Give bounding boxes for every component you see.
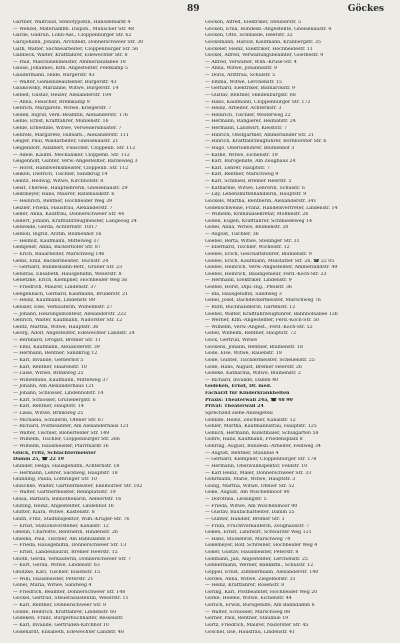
directory-entry: Gockel, Gertrud, Steuerassistentin, Weserstr. 11 [13,596,129,602]
directory-entry: — Wenzel, Materialkfm. Dispon., Munscher Str. 48 [13,26,134,32]
directory-entry: Göckeler, Heinz, Elektriker, Hochheidestr. 11 [205,46,313,52]
directory-entry: Gödel, Anna, Witwe, Blumenstr. 20 [205,225,289,231]
directory-entry: Göing, Martha, Witwe, Ofener Str. 52 [205,483,295,489]
directory-entry: — Hermann, Lehrer, Sackweg, Hauptstr. 18 [13,470,118,476]
directory-entry: Gebrich, Margarete, Witwe, Kriegerstr. 7 [13,106,112,112]
directory-entry: — Emil, Kaufmann, Alexanderstr. 39 [13,344,100,350]
directory-entry: Geist, Therese, Hauptlehrerin, Gneisenaustr. 29 [13,185,128,191]
directory-entry: — Hermann, Landwirt, Kleiststr. 7 [205,126,287,131]
left-column [13,20,197,636]
directory-entry: — Gerhard, Bundesbahn-Betr., Grüner Str. 23 [13,265,123,271]
directory-entry: — Hinrich, Obstgärtner, Ammerländer Str. 21 [205,132,314,138]
directory-entry: — Hans, Kaufmann, Cloppenburger Str. 172 [205,99,311,105]
directory-entry: — Walter, Gemeindeaufseher, Bürgerstr. 43 [13,79,117,85]
directory-entry: Gärsjohann, Johann, Architekt, Donnerschweer Str. 30 [13,39,144,45]
directory-entry: — Karl, Invalide, Gerberhof 5 [13,357,84,363]
directory-entry: Gelweide, Gerda, Achternstr. 10/17 [13,225,98,231]
directory-entry: — Wilhelm, Hausmeister, Pfarrmarkt 16 [13,444,109,449]
directory-entry: Gärde, Gudrun, Lohn-Ass., Cloppenburger Str. 62 [13,33,132,39]
directory-entry: — Heinz, Arbeiter, Achternstr. 3 [205,106,282,112]
directory-entry: — Karl, Rentner, Marschweg 9 [205,172,279,178]
directory-entry: Goebel, Heinrich, Verw.-Angestellter, Ammerlandstr. 49 [205,265,338,271]
directory-entry: Göckemann, Harold, Kaufmann, Kranbergstr. 35 [205,39,321,45]
directory-entry: — Walter, Gärtnermeister, Rennplatzstr. 19 [13,490,116,496]
directory-entry: — Ida, Hausgehilfin, Sandweg 3 [205,291,282,297]
right-column [205,20,393,636]
directory-entry: Göckel, Alfred, Verwaltungsbeamter, Goethestr. 9 [205,53,324,59]
directory-entry: Göschel, Ilse, Hausfrau, Lindenstr. 41 [205,629,296,635]
directory-entry: Geiger, Paul, Waldarbeiter, Gneisenaustr. 21 [13,139,119,145]
directory-entry: Praxis: Theaterwall 24a, ☎ 48 90 [205,397,293,403]
directory-entry: Gmelin, Charlotte, Rentnerin, Hindenstr. 26 [13,530,118,536]
directory-entry: Glusa, Barbara, Bibliothekarin, Aeblertstr. 16 [13,497,122,502]
directory-entry: Goebel, Walter, Kraftfahrzeugführer, Bahnhofsallee 126 [205,311,338,317]
directory-entry: — Heinz, Kraftfahrer, Rosenstr. 8 [205,583,285,589]
directory-entry: — Walter, Schlosser, Marschweg 88 [205,609,291,615]
directory-entry: — Karl, Rentner, Donnerschweer Str. 8 [13,603,106,608]
directory-entry: — Hermann, Elektriker, Lindenstr. 9 [205,278,292,284]
directory-entry: — Erich, Bauarbeiter, Marschweg 146 [13,251,105,257]
directory-entry: Gluting, Heinz, Angestellter, Lindenhof 16 [13,503,114,509]
directory-entry: — Heinrich, Tischler, Westerweg 22 [205,112,291,118]
directory-entry: Gluth, Fritz, Stadtinspektor, Wilh.-Krüger-Str. 76 [13,516,130,522]
directory-entry: Glunder, Helga, Hausgehilfin, Achternstr. 18 [13,463,120,469]
directory-entry: Godehardt, Elisabeth, Edewechter Landstr. 48 [13,629,124,635]
directory-entry: — Gerhard, Elektriker, Bismarckstr. 9 [205,86,295,92]
directory-entry: Gempeler, Anna, Bäckerhöfer Str. 87 [13,245,101,251]
directory-entry: Gnoth, Gerda, Verkäuferin, Donnerschweer Str. 7 [13,556,132,562]
directory-entry: Gellert, Johann, Kraftfahrzeugmeister, Langeoog 24 [13,218,137,224]
directory-entry: — Karl, Schmied, Bremer Heerstr. 5 [205,179,292,184]
page-header [0,0,400,18]
directory-entry: — Dorothea, Lessingstr. 5 [205,497,267,502]
directory-entry: Göde, Günter, Tischlermeister, Schellenstr. 25 [205,357,315,363]
directory-entry: — August, Rentner, Staulinie 4 [205,450,279,456]
directory-entry: Göke, August, Am Wischenmoor 90 [205,490,290,496]
directory-entry: — Doris, Arztfrau, Schulstr. 5 [205,73,276,78]
directory-entry: Gems, Emil, Bäckermeister, Teichstr. 24 [13,258,109,264]
directory-entry: Goebel, Horst, Dipl.-Ing., Pfeilstr. 36 [205,285,292,290]
directory-entry: Gendras, Elisabeth, Hausgehilfin, Weserstr. 8 [13,271,122,277]
directory-entry: Gensler, Else, Verkäuferin, Wilhelmstr. 27 [13,304,113,310]
directory-entry: — Gerhard, Klempner, Cloppenburger Str. 178 [205,457,317,463]
directory-entry: — Ruth, Buchhändlerin, Gartenstr. 12 [205,304,296,310]
directory-entry: — Wilhelmine, Kaufmann, Mittelweg 37 [13,377,109,383]
directory-entry: — Werner, Kfm.-Angestellter, Ferd.-Koch-Str. 50 [205,318,320,324]
directory-entry: Godeken, Franz, Bürgerbuchhalter, Bessellstr. [13,616,124,622]
directory-entry: Damm 25, ☎ 22 19 [13,457,64,463]
directory-entry: Gehrels, Margarete, Hilfsarb., Alexanderstr. 111 [13,132,129,138]
directory-entry: — Johann, Schlosser, Lindenhofstr. 14 [13,391,104,396]
directory-entry: Gökemeyer, Rolf, Schreiner, Hochheider Weg 4 [205,543,318,549]
directory-entry: — Frieda, Hausgehilfin, Donnerschweer Str. 13 [13,543,127,549]
directory-entry: Gaßbeck, Walter, Kraftfahrer, Edewechter Str. 8 [13,53,128,59]
directory-entry: — Paul, Maschinenmeister, Ammerlandallee 18 [13,59,126,65]
directory-entry: — Willi, Hausmeister, Peterstr. 21 [13,576,94,582]
directory-entry: Gengenbach, Gerhard, Kaufmann, Brüderstr. 21 [13,291,129,297]
directory-entry: Glutter, Klara, Witwe, Kastellstr. 8 [13,510,95,516]
directory-entry: — Karl, Bürogehilfe, Am Zeughaus 24 [205,159,296,165]
directory-entry: Glück, Fritz, Schlachtermeister [13,450,96,456]
directory-entry: — Ernst, Stationsvorsteher, Kanalstr. 12 [13,523,109,529]
directory-entry: Görner, Paul, Rentner, Staulinie 19 [205,616,289,622]
directory-entry: Goebel, Berta, Witwe, Stedinger Str. 31 [205,238,300,244]
directory-entry: Göbel, Wilhelm, Rentner, Hauptstr. 72 [205,331,296,337]
directory-entry: Gödeken, Ernst, Dr. med. [205,384,272,390]
directory-entry: Göckels, Martha, Rentnerin, Alexanderstr. 341 [205,198,317,204]
directory-entry: — August, Tischler, 36 [205,232,259,237]
directory-entry: Gehle, Ernst, Kraftfahrer, Mühlenstr. 16 [13,119,109,125]
page-number: 89 [187,4,200,14]
directory-entry: — Wilhelm, Verw.-Angest., Ferd.-Koch-Str. 52 [205,324,313,330]
directory-entry: — Michaela, Schülerin, Ofener Str. 67 [13,417,104,423]
directory-entry: Görlich, Erwin, Bürogehilfe, Am Bahndamm 6 [205,603,315,608]
directory-entry: Privat: Theaterwall 24 [205,404,264,410]
directory-entry: Göhlide, Heinz, Zeichner, Kanalstr. 12 [205,417,296,423]
directory-entry: — Luise, Witwe, Brinkweg 25 [13,371,84,377]
directory-entry: — Alfred, Verwalter, Wilh.-Kruse-Str. 4 [205,59,297,65]
directory-entry: Gnutzke, Karl, Tischler, Elisenstr. 15 [13,569,101,575]
directory-entry: Geigendorf, Adalbert, Fleischer, Cloppenb. Str. 112 [13,145,136,151]
directory-entry: — Gustav, Rentner, Hindenburgstr. 68 [205,92,296,98]
directory-entry: — Lily, Lebensmittelhändlerin, Hauptstr. 9 [205,192,307,198]
directory-entry: — Frida, Fruchtverkäuferin, Zeughausstr. 7 [205,523,310,529]
directory-entry: Gluschke, Walter, Gärtnermeister, Ekelhörner Str. 102 [13,483,143,489]
directory-entry: Görke, Helene, Witwe, Eichenstr. 44 [205,596,292,602]
directory-entry: Gnielka, Paul, Tischler, Am Bahndamm 8 [13,536,111,542]
directory-entry: Geißmeyer, Hans, Maurer, Ratsmusikstr. 6 [13,192,115,198]
directory-entry: Göker, Gustav, Hausmeister, Peterstr. 8 [205,550,299,555]
directory-entry: — Wilhelm, Kriminalsekretär, Moltkestr. 26 [205,212,309,218]
directory-entry: — Richard, Invalide, Damm 40 [205,377,279,383]
directory-entry: — Emma, Witwe, Lerchenstr. 15 [205,79,283,85]
directory-entry: Geller, Anna, Kauffrau, Donnerschweer Str. 44 [13,212,125,218]
directory-entry: Göhre, Hans, Kaufmann, Friedensplatz 8 [205,437,303,443]
directory-entry: Göcken, Alfred, Elektriker, Steuberstr. 5 [205,20,301,25]
directory-entry: Göcken, Erna, Bundesb.-Angestellte, Gneisenaustr. 4 [205,26,332,32]
directory-entry: — Heinz, Kaufmann, Lindenstr. 89 [13,298,96,304]
directory-entry: Göbel, Josef, Dachdeckermeister, Marschweg 76 [205,298,321,304]
directory-entry: Göken, Ernst, Landwirt, Schwarzer Weg 121 [205,530,312,536]
directory-entry: Göcken, Otto, Schmiede, Heerstr. 32 [205,33,293,39]
directory-entry: Genrich, Walter, Kaufmann, Nadorster Str. 12 [13,318,123,324]
directory-entry: Facharzt für Kinderkrankheiten [205,391,290,396]
directory-entry: Göde, Hans, August, Bremer Heerstr. 26 [205,364,302,370]
directory-entry: Göhring, August, Bundesb.-Arbeiter, Feldweg 34 [205,444,321,449]
directory-entry: Göhrmann, Marie, Witwe, Hauptstr. 3 [205,477,296,483]
directory-entry: — Katharine, Witwe, Lehrerin, Schulstr. 6 [205,185,305,191]
directory-entry: Geizler, Frieda, Hausfrau, Alexanderstr. 7 [13,205,113,211]
directory-entry: — Frieda, Witwe, Am Wischenmoor 90 [205,503,298,509]
directory-entry: Goebel, Erich, Kaufmann, Millstätter Str. 26, ☎ 22 05 [205,258,335,264]
directory-entry: Gödenschweine, Franz, Handelsvertreter, Lindenstr. 14 [205,205,338,211]
directory-entry: — Heinrich, Rentner, Hochheider Weg 39 [13,198,113,204]
directory-entry: Göhler, Martha, Kaufmannsfrau, Hauptstr. 125 [205,424,317,430]
directory-entry: Gentz, Martha, Witwe, Hauptstr. 36 [13,324,99,330]
directory-entry: — Anna, Fleischer, Bremkamp 9 [13,99,90,105]
directory-entry: Gobel, Maria, Witwe, Sandweg 4 [13,583,92,589]
directory-entry: — Hinrich, Kraftfahrzeugführer, Bornhorster Str. 6 [205,139,327,145]
directory-entry: Göhlich, Hermann, Kunstmaler, Schulgarten 58 [205,430,319,436]
directory-entry: Goebel, Erich, Geschäftsführer, Blumenstr. 9 [205,251,312,257]
directory-entry: — Käthe, Witwe, Eichenstr. 19 [205,152,278,158]
directory-entry: Gemoll, Ingrid, Ärztin, Blumenhof 16 [13,232,102,237]
directory-entry: — Hugo, Oberlokführer, Blumenhof 3 [205,145,295,151]
directory-entry: — Karl, Rentner, Hauptstr. 14 [13,404,84,410]
directory-entry: Geiken, Dietrich, Tischler, Sandkrug 14 [13,172,108,178]
directory-entry: Göden, Eugen, Kraftfahrer, Schmiedeweg 14 [205,218,313,224]
directory-entry: — Gustav, Baufacharbeiter, Damm 55 [205,510,295,516]
directory-entry: — Friedrich, Beamter, Donnerschweer Str. 148 [13,589,126,595]
directory-entry: — Hermann, Rentner, Sandkrug 12 [13,351,98,357]
running-head: Göckes [347,4,384,14]
directory-entry: — Wilhelm, Tischler, Cloppenburger Str. 266 [13,437,120,443]
directory-entry: — Richard, Postbeamter, Am Alexanderhaus 121 [13,424,129,430]
directory-entry: — Adele, Kaufm. Mechaniker, Cloppenb. Str. 112 [13,152,130,158]
directory-entry: Gärtner, Waltraud, Stenotypistin, Hansdemarkt 4 [13,20,131,25]
directory-entry: — Hermann, Rangierer, Heimatstr. 24 [205,119,296,125]
directory-entry: — Karl, Invalide, Gertruden-Kirchhof 10 [13,622,109,628]
directory-entry: Gedek, Ingrid, Verk.-Beamtin, Alexanderstr. 176 [13,112,128,118]
directory-entry: Göring, Karl, Postbeamter, Hochheider Weg 20 [205,589,318,595]
directory-entry: Sprechzeit siehe Anzeigeteil [205,410,273,416]
directory-entry: Gehle, Ernestine, Witwe, Verweilersmuster. 7 [13,126,122,131]
directory-entry: — Karl Heinz, Maler, Donnerschweer Str. 33 [205,470,312,476]
directory-entry: Gebelt, Gustav, Heizer, Alexanderstr. 104 [13,92,112,98]
directory-entry: Gödeke, Katharina, Witwe, Blumenstr. 2 [205,371,301,377]
directory-entry: Göde, Else, Witwe, Rauenstr. 19 [205,351,282,357]
directory-entry: Gause, Johannes, Kfm. Angestellter, Feldkamp 5 [13,66,128,72]
directory-entry: — Karl, Rentner, Haarenstr. 10 [13,364,87,370]
directory-entry: — Hans, Studienrat, Marschweg 74 [205,536,291,542]
directory-entry: — Kurt, Gerda, Witwe, Lindenstr. 63 [13,563,100,569]
directory-entry: — Eberhard, Tischler, Wichelstr. 12 [205,245,290,251]
directory-entry: Godde, Heinrich, Kraftfahrer, Lindenstr. 60 [13,609,117,615]
directory-entry: Görtz, Friedrich, Maurer, Nadorster Str. 45 [205,622,309,628]
directory-entry: Genetzke, Erich, Klempner, Hochheider Weg 56 [13,278,128,284]
directory-entry: — Ernst, Landesbaurat, Bremer Heerstr. 15 [13,550,118,555]
directory-entry: Göck, Gertrud, Witwe [205,338,258,343]
directory-entry: Gäth, Walter, Sachbearbeiter, Cloppenburger Str. 56 [13,46,139,52]
directory-entry: — Liesa, Witwe, Brinkweg 25 [13,410,84,416]
directory-entry: — Johann, Am Alexanderhaus 121 [13,384,95,390]
directory-entry: — Friedrich, Maurer, Lindenstr. 37 [13,285,97,290]
directory-entry: Göllmann, Jan, Angestellter, Lerchenstr. 25 [205,556,308,562]
directory-entry: Geigenhoff, Günter, Verw.-Angestellter, Bardewieg 3 [13,159,138,165]
directory-entry: Georg, Adolf, Angestellter, Edewechter Landstr. 24 [13,331,135,337]
directory-entry: — Helmut, Kaufmann, Mittelweg 37 [13,238,100,244]
directory-entry: Glunding, Paula, Lothringer Str. 10 [13,477,97,483]
directory-entry: Gaudermann, Hilde, Bürgerstr. 43 [13,73,95,78]
directory-entry: — Karl, Schlosser, Grünebergstr. 6 [13,397,96,403]
directory-entry: — Horst, Handwerksmeister, Cloppenb. Str. 112 [13,165,129,171]
directory-entry: — Johann, Heizungsmonteur, Alexanderstr. 222 [13,311,127,317]
directory-entry: — Anna, Witwe, Johannisstr. 9 [205,66,277,72]
directory-entry: Göckens, Johann, Rentner, Blumenstr. 18 [205,344,303,350]
directory-entry: Gaukowsky, Marianne, Witwe, Bürgerstr. 14 [13,86,119,92]
directory-entry: — Hermann, Oberzollinspektor, Feldstr. 10 [205,463,308,469]
directory-entry: — Bernhard, Drogist, Bremer Str. 11 [13,338,101,343]
directory-entry: Gönnermann, Werner, Bankkfm., Schulstr. 12 [205,563,314,569]
directory-entry: Goebel, Heinrich, Bauingenieur, Ferd.-Koch-Str. 23 [205,271,327,277]
directory-entry: — Walter, Tischler, Bloherfelder Str. 149 [13,430,110,436]
directory-entry: Gördes, Anna, Witwe, Ziegelhofstr. 31 [205,576,296,582]
directory-entry: Geintz, Hedwig, Witwe, Kirchhofstr. 8 [13,179,104,184]
directory-entry: Göppel, Ernst, Zimmermann, Alexanderstr. 140 [205,569,319,575]
directory-entry: — Günter, Händler, Bremer Str. 1 [205,516,285,522]
directory-entry: — Karl, Lehrer, Hauptstr. 7 [205,165,270,171]
